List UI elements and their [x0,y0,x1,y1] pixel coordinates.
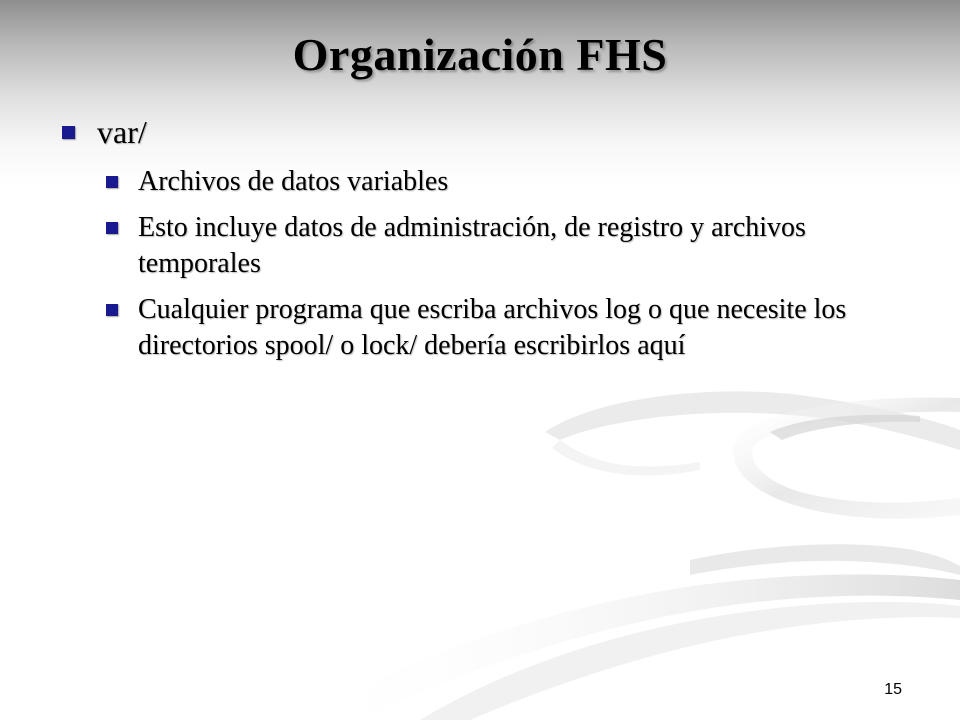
sub-bullet-text: Esto incluye datos de administración, de registro y archivos temporales [138,212,806,279]
sub-bullet-square-icon [106,222,118,234]
sub-bullet-variable-data [106,164,896,200]
sub-bullet-text: Archivos de datos variables [138,166,449,197]
page-number: 15 [884,681,902,698]
sub-bullet-square-icon [106,176,118,188]
slide-title: Organización FHS [292,29,668,80]
sub-bullet-includes [106,210,896,282]
sub-bullet-programs [106,292,896,364]
sub-bullet-text: Cualquier programa que escriba archivos log o que necesite los directorios spool/ o lock/ debería escribirlos aquí [138,294,847,361]
sub-bullet-square-icon [106,304,118,316]
bullet-square-icon [62,126,75,139]
bullet-text: var/ [97,114,147,150]
